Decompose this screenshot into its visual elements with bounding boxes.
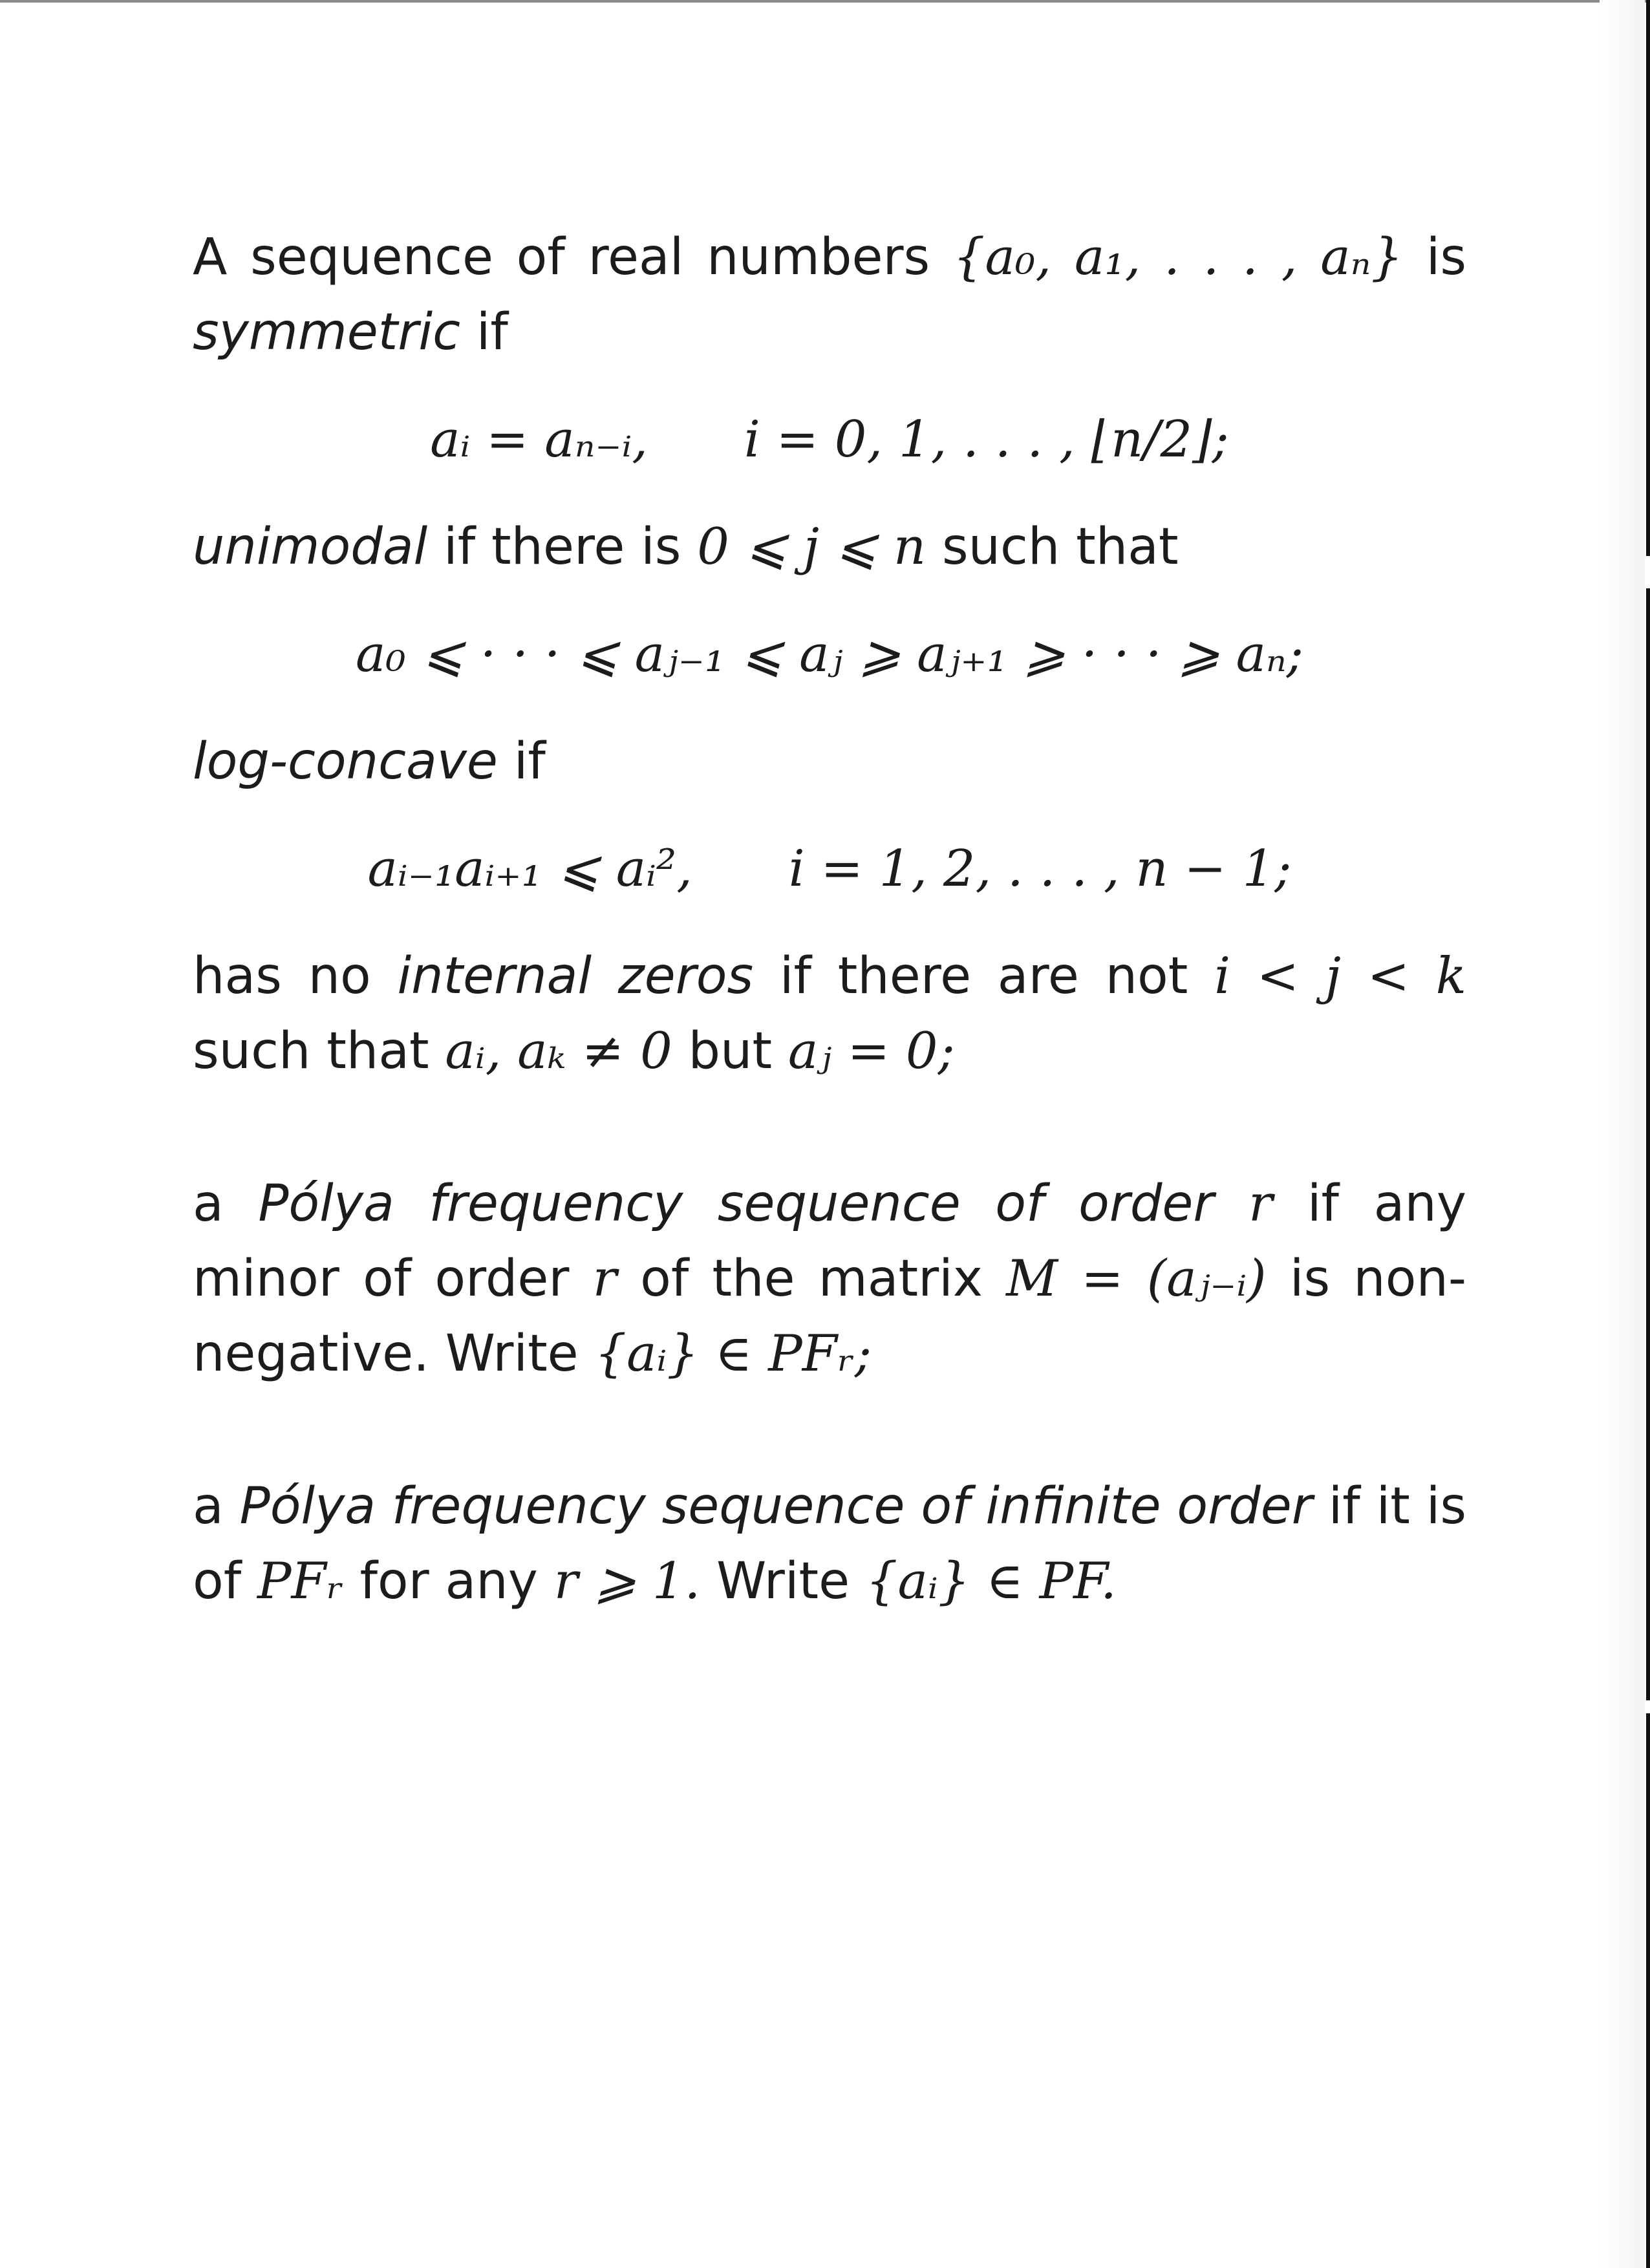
- if-text: if: [476, 303, 508, 361]
- internal-zeros-zero: aⱼ = 0;: [788, 1022, 955, 1080]
- pf-infinite-text-3: Write: [716, 1552, 850, 1610]
- pf-infinite-condition: r ⩾ 1.: [553, 1552, 701, 1610]
- article-a: a: [193, 1477, 224, 1535]
- log-concave-equation: [193, 831, 1466, 906]
- unimodal-equation: [193, 617, 1466, 692]
- term-log-concave: log-concave: [193, 733, 498, 791]
- term-polya-order-r: Pólya frequency sequence of order: [258, 1175, 1214, 1233]
- order-r: r: [1248, 1175, 1273, 1233]
- article-a: a: [193, 1175, 224, 1233]
- log-concave-eq-lhs: aᵢ₋₁aᵢ₊₁ ⩽ aᵢ²,: [367, 840, 692, 898]
- if-text: if: [513, 733, 546, 791]
- internal-zeros-condition: i < j < k: [1214, 947, 1467, 1005]
- unimodal-text: if there is: [444, 518, 681, 576]
- internal-zeros-pre: has no: [193, 947, 371, 1005]
- symmetric-eq-range: i = 0, 1, . . . , ⌊n/2⌋;: [744, 411, 1229, 469]
- internal-zeros-definition: [193, 939, 1466, 1089]
- scan-edge-mark-1: [1646, 0, 1650, 556]
- log-concave-definition: [193, 724, 1466, 799]
- term-polya-infinite: Pólya frequency sequence of infinite order: [239, 1477, 1312, 1535]
- document-page: [193, 220, 1466, 1619]
- scan-edge-mark-3: [1646, 1713, 1650, 2268]
- is-text: is: [1426, 228, 1466, 286]
- sequence-set: {a₀, a₁, . . . , aₙ}: [952, 228, 1403, 286]
- pf-infinite-notation: {aᵢ} ∈ PF.: [865, 1552, 1117, 1610]
- unimodal-eq-expr: a₀ ⩽ · · · ⩽ aⱼ₋₁ ⩽ aⱼ ⩾ aⱼ₊₁ ⩾ · · · ⩾ aₙ;: [356, 625, 1303, 683]
- pf-order-text-3: is non-negative. Write: [193, 1250, 1467, 1383]
- pf-infinite-text-2: for any: [359, 1552, 538, 1610]
- term-symmetric: symmetric: [193, 303, 460, 361]
- scan-edge-shade: [1600, 0, 1645, 2268]
- pf-r-notation: PFᵣ: [257, 1552, 344, 1610]
- matrix-m: M = (aⱼ₋ᵢ): [1006, 1250, 1267, 1308]
- scan-edge-mark-2: [1646, 588, 1650, 1700]
- log-concave-eq-range: i = 1, 2, . . . , n − 1;: [788, 840, 1292, 898]
- term-unimodal: unimodal: [193, 518, 428, 576]
- symmetric-definition: [193, 220, 1466, 370]
- pf-order-text-2: of the matrix: [640, 1250, 983, 1308]
- internal-zeros-nonzero: aᵢ, aₖ ≠ 0: [445, 1022, 672, 1080]
- internal-zeros-mid: if there are not: [779, 947, 1188, 1005]
- unimodal-tail: such that: [941, 518, 1179, 576]
- scan-edge-top: [0, 0, 1650, 3]
- pf-order-notation: {aᵢ} ∈ PFᵣ;: [594, 1325, 872, 1383]
- symmetric-equation: [193, 402, 1466, 477]
- pf-order-r-definition: [193, 1166, 1466, 1391]
- order-r: r: [592, 1250, 617, 1308]
- pf-infinite-definition: [193, 1469, 1466, 1619]
- term-internal-zeros: internal zeros: [397, 947, 754, 1005]
- pf-infinite-text-1: if it is of: [193, 1477, 1467, 1610]
- pf-order-text-1: if any minor of order: [193, 1175, 1466, 1308]
- unimodal-condition: 0 ⩽ j ⩽ n: [697, 518, 927, 576]
- symmetric-intro-text: A sequence of real numbers: [193, 228, 930, 286]
- unimodal-definition: [193, 509, 1466, 584]
- symmetric-eq-lhs: aᵢ = aₙ₋ᵢ,: [430, 411, 648, 469]
- but-text: but: [688, 1022, 773, 1080]
- internal-zeros-such-that: such that: [193, 1022, 429, 1080]
